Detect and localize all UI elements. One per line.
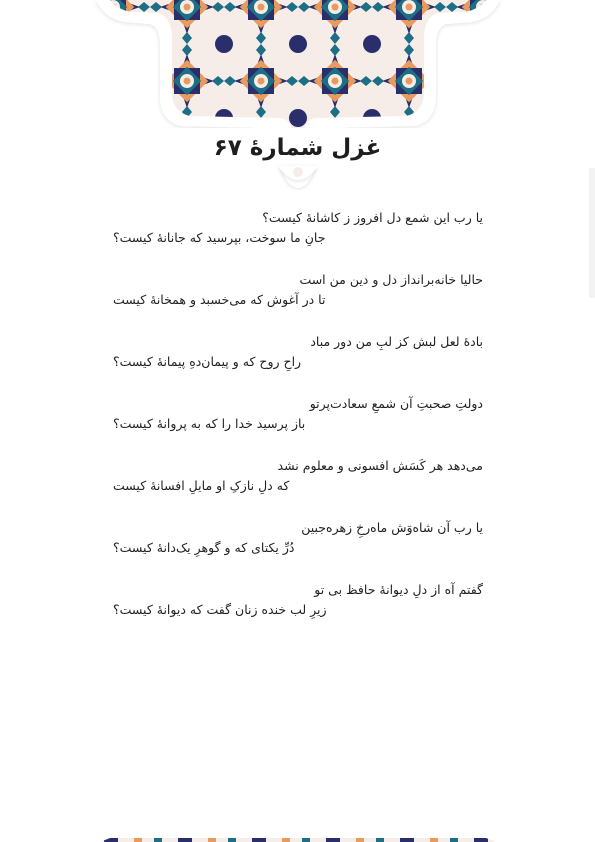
page-edge-tab — [589, 168, 595, 298]
couplet — [113, 394, 483, 456]
hemistich-second: باز پرسید خدا را که به پروانهٔ کیست؟ — [113, 416, 306, 431]
hemistich-second: که دلِ نازکِ او مایلِ افسانهٔ کیست — [113, 478, 290, 493]
couplet — [113, 518, 483, 580]
couplet — [113, 270, 483, 332]
hemistich-first: حالیا خانه‌برانداز دل و دین من است — [299, 272, 483, 287]
hemistich-first: دولتِ صحبتِ آن شمعِ سعادت‌پرتو — [309, 396, 483, 411]
hemistich-first: گفتم آه از دلِ دیوانهٔ حافظ بی تو — [314, 582, 483, 597]
couplet — [113, 456, 483, 518]
footer-ornament — [0, 832, 595, 842]
hemistich-first: بادهٔ لعل لبش کز لبِ من دور مباد — [310, 334, 483, 349]
couplet — [113, 580, 483, 642]
couplet — [113, 332, 483, 394]
poem-title: غزل شمارهٔ ۶۷ — [213, 135, 382, 161]
hemistich-second: زیرِ لب خنده زنان گفت که دیوانهٔ کیست؟ — [113, 602, 327, 617]
couplet — [113, 208, 483, 270]
hemistich-second: راحِ روح که و پیمان‌دهِ پیمانهٔ کیست؟ — [113, 354, 302, 369]
hemistich-first: یا رب این شمع دل افروز ز کاشانهٔ کیست؟ — [262, 210, 483, 225]
hemistich-second: جانِ ما سوخت، بپرسید که جانانهٔ کیست؟ — [113, 230, 326, 245]
hemistich-first: یا رب آن شاه‌وَش ماه‌رخِ زهره‌جبین — [301, 520, 483, 535]
hemistich-first: می‌دهد هر کَسَش افسونی و معلوم نشد — [277, 458, 483, 473]
hemistich-second: تا در آغوش که می‌خسبد و همخانهٔ کیست — [113, 292, 326, 307]
poem-body — [113, 208, 483, 642]
hemistich-second: دُرِّ یکتای که و گوهرِ یک‌دانهٔ کیست؟ — [113, 540, 295, 555]
